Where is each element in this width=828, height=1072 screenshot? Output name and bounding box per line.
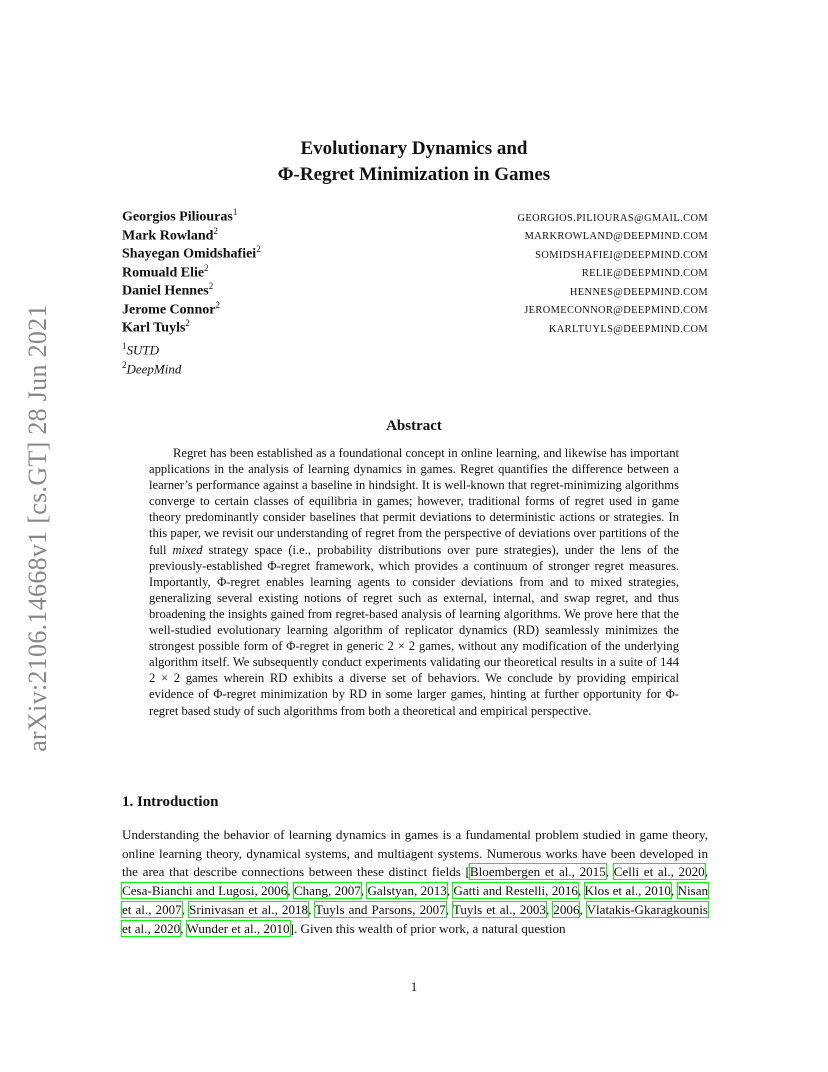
author-name: Jerome Connor$^2$ [122, 299, 220, 318]
citation-link[interactable]: Klos et al., 2010 [584, 883, 671, 899]
affiliation: $^2$DeepMind [122, 359, 182, 376]
paper-title [120, 136, 708, 188]
section-heading-introduction: 1. Introduction [122, 794, 219, 810]
citation-link[interactable]: Tuyls and Parsons, 2007 [315, 901, 446, 917]
emphasis-mixed: mixed [172, 542, 203, 557]
author-email[interactable]: GEORGIOS.PILIOURAS@GMAIL.COM [517, 212, 708, 224]
citation-link[interactable]: Chang, 2007 [293, 883, 361, 899]
author-row [122, 318, 708, 337]
author-email[interactable]: HENNES@DEEPMIND.COM [569, 286, 708, 298]
author-row [122, 207, 708, 226]
abstract-text: Regret has been established as a foundational concept in online learning, and likewise has important applications in the analysis of learning dynamics in games. Regret quantifies the difference between a learner’s performance against a baseline in hindsight. It is well-known that regret-minimizing algorithms converge to certain classes of equilibria in games; however, traditional forms of regret used in game theory predominantly consider baselines that permit deviations to deterministic actions or strategies. In this paper, we revisit our understanding of regret from the perspective of deviations over partitions of the full mixed strategy space (i.e., probability distributions over pure strategies), under the lens of the previously-established Φ-regret framework, which provides a continuum of stronger regret measures. Importantly, Φ-regret enables learning agents to consider deviations from and to mixed strategies, generalizing several existing notions of regret such as external, internal, and swap regret, and thus broadening the insights gained from regret-based analysis of learning algorithms. We prove here that the well-studied evolutionary learning algorithm of replicator dynamics (RD) seamlessly minimizes the strongest possible form of Φ-regret in generic 2 × 2 games, without any modification of the underlying algorithm itself. We subsequently conduct experiments validating our theoretical results in a suite of 144 2 × 2 games wherein RD exhibits a diverse set of behaviors. We conclude by providing empirical evidence of Φ-regret minimization by RD in some larger games, hinting at further opportunity for Φ-regret based study of such algorithms from both a theoretical and empirical perspective. [149, 446, 680, 718]
author-row [122, 244, 708, 263]
affiliation: $^1$SUTD [122, 340, 160, 357]
author-name: Georgios Piliouras$^1$ [122, 207, 238, 225]
title-line-1: Evolutionary Dynamics and [300, 138, 528, 159]
citation-link[interactable]: Galstyan, 2013 [367, 883, 447, 899]
author-email[interactable]: JEROMECONNOR@DEEPMIND.COM [524, 305, 708, 317]
citation-link[interactable]: Srinivasan et al., 2018 [189, 901, 309, 917]
author-row [122, 281, 708, 300]
author-row [122, 300, 708, 319]
introduction-paragraph: Understanding the behavior of learning dynamics in games is a fundamental problem studied in game theory, online learning theory, dynamical systems, and multiagent systems. Numerous works have been developed in the area that describe connections between these distinct fields [Bloembergen et al., 2015, Celli et al., 2020, Cesa-Bianchi and Lugosi, 2006, Chang, 2007, Galstyan, 2013, Gatti and Restelli, 2016, Klos et al., 2010, Nisan et al., 2007, Srinivasan et al., 2018, Tuyls and Parsons, 2007, Tuyls et al., 2003, 2006, Vlatakis-Gkaragkounis et al., 2020, Wunder et al., 2010]. Given this wealth of prior work, a natural question [122, 827, 709, 936]
author-row [122, 226, 708, 245]
citation-link[interactable]: Nisan et al., 2007 [122, 883, 709, 917]
page-number: 1 [410, 979, 418, 994]
citation-link[interactable]: Vlatakis-Gkaragkounis et al., 2020 [122, 901, 709, 936]
title-line-2: Φ-Regret Minimization in Games [277, 164, 551, 185]
author-email[interactable]: KARLTUYLS@DEEPMIND.COM [548, 323, 708, 335]
author-name: Daniel Hennes$^2$ [122, 281, 214, 299]
author-name: Karl Tuyls$^2$ [122, 318, 190, 336]
citation-link[interactable]: Celli et al., 2020 [613, 864, 705, 880]
citation-link[interactable]: Cesa-Bianchi and Lugosi, 2006 [122, 883, 288, 899]
arxiv-identifier-stamp: arXiv:2106.14668v1 [cs.GT] 28 Jun 2021 [23, 304, 52, 752]
citation-link[interactable]: Tuyls et al., 2003 [452, 901, 546, 917]
citation-link[interactable]: 2006 [553, 901, 580, 917]
author-email[interactable]: SOMIDSHAFIEI@DEEPMIND.COM [535, 249, 708, 261]
author-block [122, 207, 708, 375]
author-row [122, 263, 708, 282]
author-email[interactable]: RELIE@DEEPMIND.COM [581, 268, 708, 280]
author-email[interactable]: MARKROWLAND@DEEPMIND.COM [524, 231, 708, 243]
citation-link[interactable]: Bloembergen et al., 2015 [469, 864, 606, 880]
author-name: Shayegan Omidshafiei$^2$ [122, 244, 261, 262]
abstract-heading: Abstract [386, 418, 442, 434]
author-name: Mark Rowland$^2$ [122, 225, 218, 244]
citation-link[interactable]: Gatti and Restelli, 2016 [453, 883, 578, 899]
citation-link[interactable]: Wunder et al., 2010 [186, 920, 290, 936]
author-name: Romuald Elie$^2$ [122, 262, 209, 281]
